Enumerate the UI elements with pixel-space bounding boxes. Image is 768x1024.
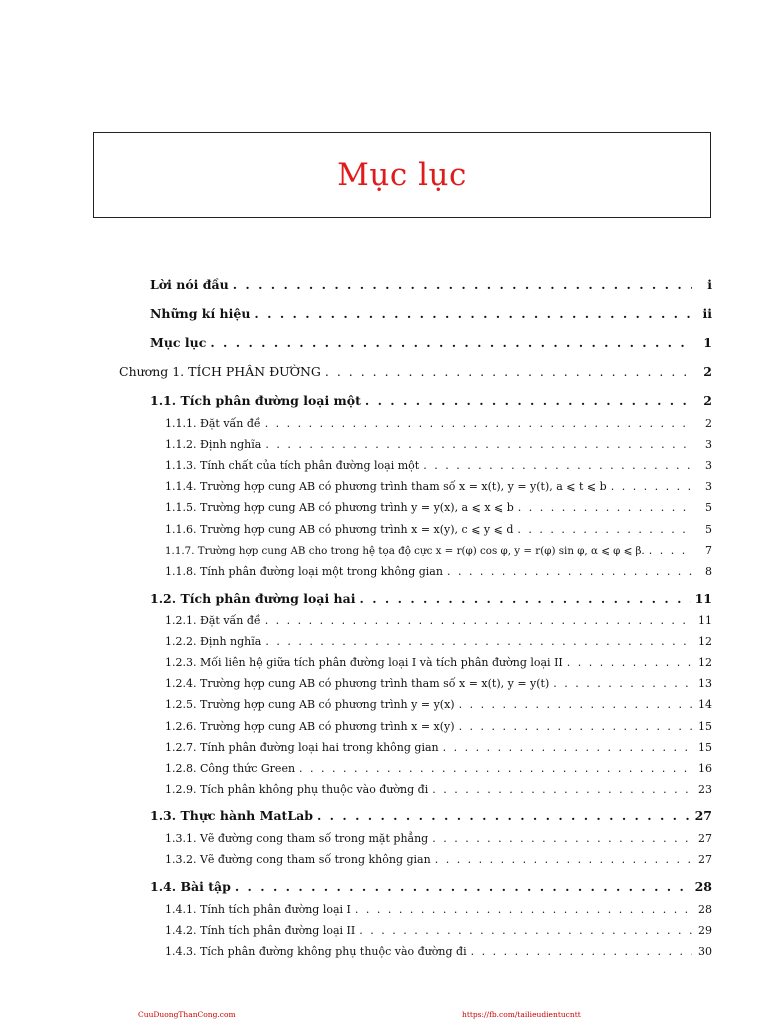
toc-entry-subsection[interactable] bbox=[165, 656, 712, 669]
toc-page-number: 27 bbox=[698, 832, 712, 845]
toc-entry-label: 1.2.6. Trường hợp cung AB có phương trình x = x(y) bbox=[165, 720, 455, 733]
dot-leader bbox=[355, 903, 692, 916]
toc-page-number: 5 bbox=[705, 501, 712, 514]
toc-entry-label: 1.3.1. Vẽ đường cong tham số trong mặt phẳng bbox=[165, 832, 429, 845]
dot-leader bbox=[443, 741, 692, 754]
toc-page-number: 5 bbox=[705, 523, 712, 536]
page-title: Mục lục bbox=[337, 157, 467, 193]
dot-leader bbox=[235, 879, 691, 894]
dot-leader bbox=[447, 565, 692, 578]
toc-entry-label: 1.4.2. Tính tích phân đường loại II bbox=[165, 924, 356, 937]
toc-page-number: 3 bbox=[705, 438, 712, 451]
dot-leader bbox=[432, 832, 692, 845]
dot-leader bbox=[360, 591, 691, 606]
dot-leader bbox=[432, 783, 692, 796]
dot-leader bbox=[459, 698, 692, 711]
dot-leader bbox=[317, 808, 691, 823]
toc-entry-label: 1.1.3. Tính chất của tích phân đường loại một bbox=[165, 459, 420, 472]
toc-page-number: 23 bbox=[698, 783, 712, 796]
toc-page-number: ii bbox=[702, 306, 712, 321]
toc-entry-subsection[interactable] bbox=[165, 945, 712, 958]
toc-page-number: 16 bbox=[698, 762, 712, 775]
toc-entry-label: Mục lục bbox=[150, 335, 207, 350]
dot-leader bbox=[649, 544, 692, 557]
toc-entry-label: 1.2. Tích phân đường loại hai bbox=[150, 591, 356, 606]
dot-leader bbox=[517, 523, 692, 536]
toc-entry-subsection[interactable] bbox=[165, 677, 712, 690]
toc-page-number: 29 bbox=[698, 924, 712, 937]
toc-entry-subsection[interactable] bbox=[165, 614, 712, 627]
toc-page-number: 28 bbox=[698, 903, 712, 916]
toc-page-number: 2 bbox=[705, 417, 712, 430]
toc-entry-label: 1.4. Bài tập bbox=[150, 879, 231, 894]
toc-entry-label: 1.2.4. Trường hợp cung AB có phương trình tham số x = x(t), y = y(t) bbox=[165, 677, 550, 690]
toc-page-number: 13 bbox=[698, 677, 712, 690]
toc-entry-section[interactable] bbox=[150, 879, 712, 894]
toc-entry-subsection[interactable] bbox=[165, 438, 712, 451]
toc-page-number: 28 bbox=[694, 879, 712, 894]
toc-page-number: 1 bbox=[703, 335, 712, 350]
dot-leader bbox=[518, 501, 692, 514]
dot-leader bbox=[265, 614, 692, 627]
toc-page-number: 14 bbox=[698, 698, 712, 711]
toc-entry-subsection[interactable] bbox=[165, 544, 712, 557]
toc-entry-subsection[interactable] bbox=[165, 480, 712, 493]
toc-entry-label: 1.2.1. Đặt vấn đề bbox=[165, 614, 261, 627]
toc-entry-label: 1.2.2. Định nghĩa bbox=[165, 635, 262, 648]
toc-entry-subsection[interactable] bbox=[165, 635, 712, 648]
toc-entry-section[interactable] bbox=[150, 808, 712, 823]
title-box bbox=[93, 132, 711, 218]
dot-leader bbox=[265, 417, 692, 430]
toc-entry-subsection[interactable] bbox=[165, 459, 712, 472]
toc-entry-label: Chương 1. TÍCH PHÂN ĐƯỜNG bbox=[119, 364, 321, 379]
dot-leader bbox=[459, 720, 692, 733]
toc-entry-contents[interactable] bbox=[150, 335, 712, 350]
footer-left-link[interactable]: CuuDuongThanCong.com bbox=[138, 1010, 236, 1019]
dot-leader bbox=[359, 924, 692, 937]
toc-entry-label: Lời nói đầu bbox=[150, 277, 229, 292]
dot-leader bbox=[299, 762, 692, 775]
toc-entry-subsection[interactable] bbox=[165, 523, 712, 536]
dot-leader bbox=[471, 945, 692, 958]
toc-entry-label: 1.4.1. Tính tích phân đường loại I bbox=[165, 903, 351, 916]
toc-page-number: 2 bbox=[703, 364, 712, 379]
toc-entry-label: 1.2.9. Tích phân không phụ thuộc vào đường đi bbox=[165, 783, 429, 796]
toc-entry-preface[interactable] bbox=[150, 277, 712, 292]
toc-entry-section[interactable] bbox=[150, 591, 712, 606]
dot-leader bbox=[233, 277, 692, 292]
toc-page-number: 30 bbox=[698, 945, 712, 958]
dot-leader bbox=[611, 480, 692, 493]
toc-entry-subsection[interactable] bbox=[165, 783, 712, 796]
dot-leader bbox=[553, 677, 692, 690]
dot-leader bbox=[265, 635, 692, 648]
dot-leader bbox=[210, 335, 692, 350]
toc-entry-label: 1.1.5. Trường hợp cung AB có phương trình y = y(x), a ⩽ x ⩽ b bbox=[165, 501, 514, 514]
toc-entry-subsection[interactable] bbox=[165, 501, 712, 514]
toc-entry-label: 1.1.8. Tính phân đường loại một trong không gian bbox=[165, 565, 443, 578]
toc-entry-label: 1.2.5. Trường hợp cung AB có phương trình y = y(x) bbox=[165, 698, 455, 711]
dot-leader bbox=[423, 459, 692, 472]
toc-page-number: 11 bbox=[694, 591, 712, 606]
toc-page-number: 27 bbox=[698, 853, 712, 866]
toc-page-number: 3 bbox=[705, 459, 712, 472]
toc-page-number: i bbox=[707, 277, 712, 292]
toc-entry-label: 1.2.3. Mối liên hệ giữa tích phân đường loại I và tích phân đường loại II bbox=[165, 656, 563, 669]
toc-entry-label: Những kí hiệu bbox=[150, 306, 251, 321]
toc-entry-label: 1.1.7. Trường hợp cung AB cho trong hệ tọa độ cực x = r(φ) cos φ, y = r(φ) sin φ, α ⩽ φ ⩽ β. bbox=[165, 545, 645, 557]
toc-entry-label: 1.2.7. Tính phân đường loại hai trong không gian bbox=[165, 741, 439, 754]
dot-leader bbox=[254, 306, 692, 321]
footer-right-link[interactable]: https://fb.com/tailieudientucntt bbox=[462, 1010, 581, 1019]
toc-entry-chapter[interactable] bbox=[119, 364, 712, 379]
toc-page-number: 15 bbox=[698, 741, 712, 754]
toc-entry-label: 1.4.3. Tích phân đường không phụ thuộc vào đường đi bbox=[165, 945, 467, 958]
toc-entry-label: 1.1. Tích phân đường loại một bbox=[150, 393, 361, 408]
toc-entry-label: 1.1.4. Trường hợp cung AB có phương trình tham số x = x(t), y = y(t), a ⩽ t ⩽ b bbox=[165, 480, 607, 493]
toc-entry-notation[interactable] bbox=[150, 306, 712, 321]
dot-leader bbox=[325, 364, 692, 379]
toc-page-number: 12 bbox=[698, 656, 712, 669]
toc-entry-label: 1.3. Thực hành MatLab bbox=[150, 808, 313, 823]
toc-entry-subsection[interactable] bbox=[165, 762, 712, 775]
toc-entry-subsection[interactable] bbox=[165, 720, 712, 733]
toc-entry-label: 1.1.1. Đặt vấn đề bbox=[165, 417, 261, 430]
toc-entry-subsection[interactable] bbox=[165, 853, 712, 866]
toc-entry-subsection[interactable] bbox=[165, 417, 712, 430]
toc-page-number: 2 bbox=[703, 393, 712, 408]
toc-entry-subsection[interactable] bbox=[165, 565, 712, 578]
toc-page-number: 11 bbox=[698, 614, 712, 627]
toc-entry-subsection[interactable] bbox=[165, 698, 712, 711]
toc-page-number: 12 bbox=[698, 635, 712, 648]
dot-leader bbox=[567, 656, 692, 669]
toc-entry-label: 1.1.2. Định nghĩa bbox=[165, 438, 262, 451]
toc-page-number: 15 bbox=[698, 720, 712, 733]
toc-entry-subsection[interactable] bbox=[165, 832, 712, 845]
toc-entry-label: 1.1.6. Trường hợp cung AB có phương trình x = x(y), c ⩽ y ⩽ d bbox=[165, 523, 514, 536]
toc-entry-label: 1.2.8. Công thức Green bbox=[165, 762, 296, 775]
toc-entry-subsection[interactable] bbox=[165, 924, 712, 937]
toc-page-number: 8 bbox=[705, 565, 712, 578]
toc-page-number: 27 bbox=[694, 808, 712, 823]
toc-entry-section[interactable] bbox=[150, 393, 712, 408]
toc-page-number: 7 bbox=[705, 544, 712, 557]
dot-leader bbox=[435, 853, 692, 866]
toc-entry-subsection[interactable] bbox=[165, 741, 712, 754]
toc-entry-subsection[interactable] bbox=[165, 903, 712, 916]
dot-leader bbox=[365, 393, 692, 408]
toc-entry-label: 1.3.2. Vẽ đường cong tham số trong không gian bbox=[165, 853, 431, 866]
dot-leader bbox=[265, 438, 692, 451]
toc-page-number: 3 bbox=[705, 480, 712, 493]
